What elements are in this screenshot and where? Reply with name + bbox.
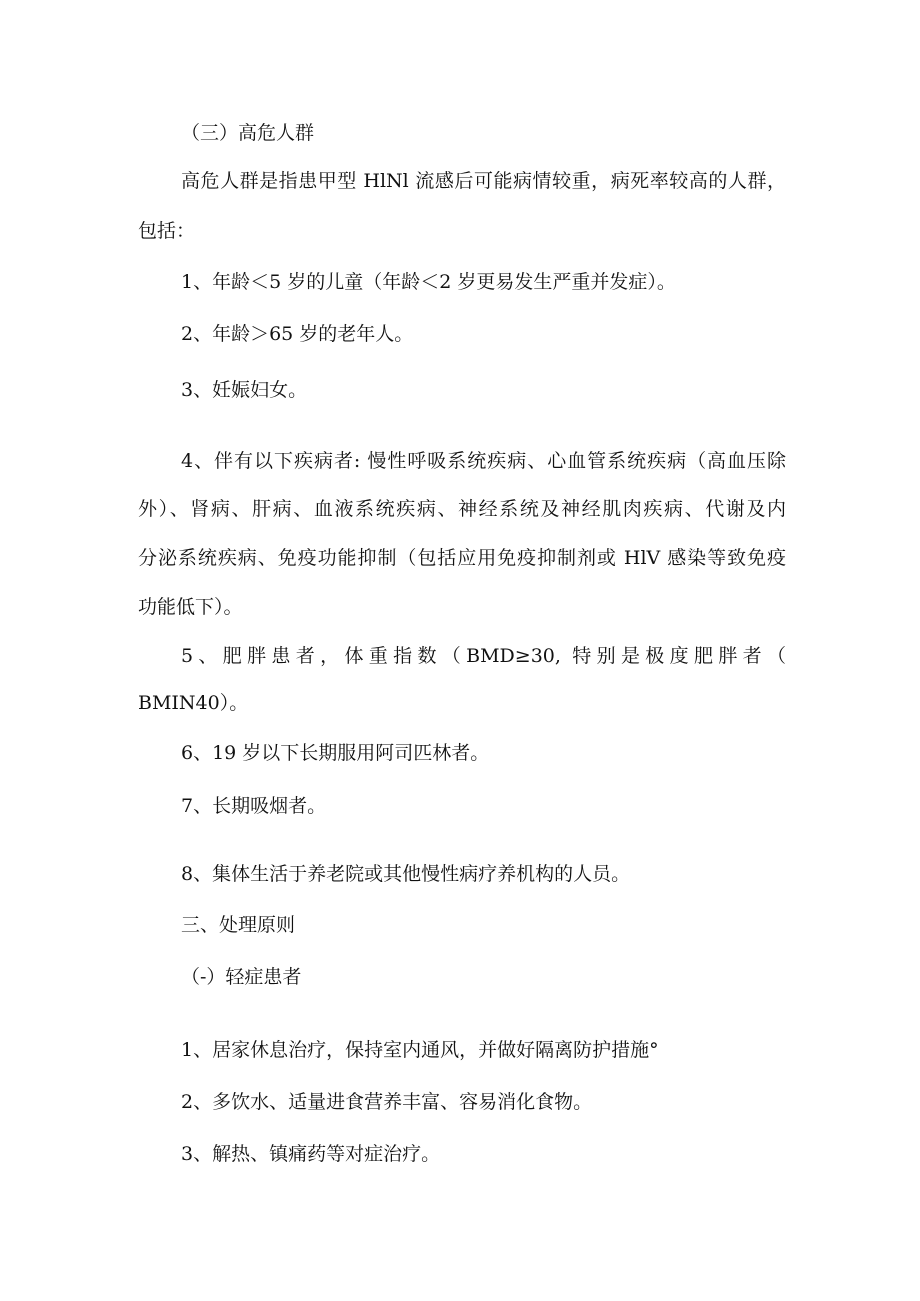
mild-item-2: 2、多饮水、适量进食营养丰富、容易消化食物。 (181, 1091, 593, 1113)
intro-line-1: 高危人群是指患甲型 HlNl 流感后可能病情较重，病死率较高的人群， (181, 170, 786, 192)
list-item-4-line-2: 外）、肾病、肝病、血液系统疾病、神经系统及神经肌肉疾病、代谢及内 (138, 498, 786, 520)
mild-item-1: 1、居家休息治疗，保持室内通风，并做好隔离防护措施° (181, 1039, 659, 1061)
list-item-6: 6、19 岁以下长期服用阿司匹林者。 (181, 742, 490, 764)
section-principles-title: 三、处理原则 (181, 914, 296, 936)
subsection-mild-title: （-）轻症患者 (181, 966, 302, 988)
list-item-5-line-1: 5、肥胖患者，体重指数（BMD≥30, 特别是极度肥胖者（ (181, 645, 786, 667)
list-item-5-line-2: BMIN40）。 (138, 692, 249, 714)
list-item-4-line-3: 分泌系统疾病、免疫功能抑制（包括应用免疫抑制剂或 HlV 感染等致免疫 (138, 547, 786, 569)
list-item-7: 7、长期吸烟者。 (181, 795, 327, 817)
mild-item-3: 3、解热、镇痛药等对症治疗。 (181, 1143, 441, 1165)
list-item-4-line-4: 功能低下）。 (138, 596, 243, 618)
intro-line-2: 包括： (138, 220, 196, 242)
section-high-risk-title: （三）高危人群 (181, 122, 315, 144)
list-item-1: 1、年龄＜5 岁的儿童（年龄＜2 岁更易发生严重并发症）。 (181, 271, 676, 293)
list-item-8: 8、集体生活于养老院或其他慢性病疗养机构的人员。 (181, 863, 631, 885)
list-item-3: 3、妊娠妇女。 (181, 379, 308, 401)
list-item-4-line-1: 4、伴有以下疾病者: 慢性呼吸系统疾病、心血管系统疾病（高血压除 (181, 450, 786, 472)
list-item-2: 2、年龄＞65 岁的老年人。 (181, 323, 414, 345)
